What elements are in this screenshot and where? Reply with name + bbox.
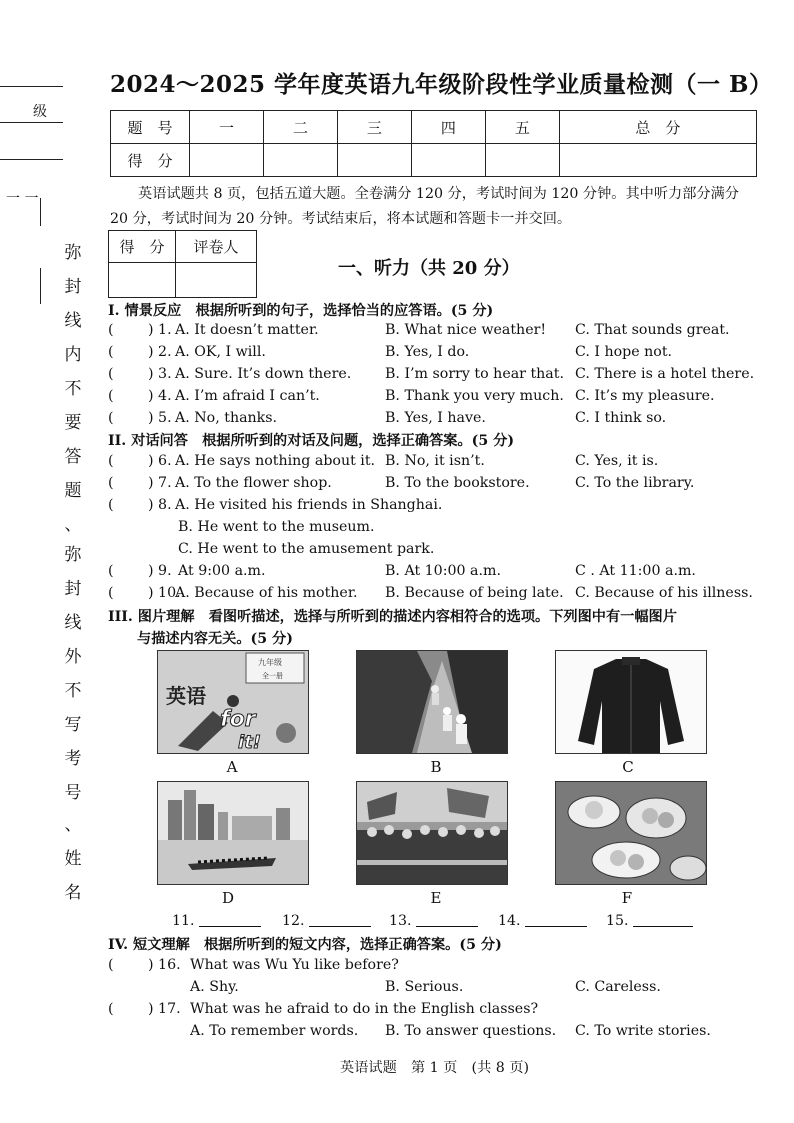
- margin-char: 弥: [64, 243, 82, 263]
- margin-char: 线: [64, 613, 82, 633]
- picture-label: C: [622, 758, 634, 776]
- option-a: A. Shy.: [190, 979, 239, 995]
- answer-paren-open[interactable]: (: [108, 344, 114, 360]
- score-cell: [411, 144, 485, 177]
- book-grade-text: 九年级: [258, 658, 282, 667]
- margin-char: 姓: [64, 849, 82, 869]
- margin-char: 外: [64, 647, 82, 667]
- option-a: A. OK, I will.: [175, 344, 266, 360]
- margin-char: 线: [64, 311, 82, 331]
- margin-char: 封: [64, 579, 82, 599]
- score-header-cell: 三: [337, 111, 411, 144]
- question-number: ) 16.: [148, 957, 181, 973]
- answer-paren-open[interactable]: (: [108, 475, 114, 491]
- margin-dash: 一 一: [6, 191, 39, 207]
- question-number: ) 10.: [148, 585, 181, 601]
- option-b: B. Yes, I do.: [385, 344, 470, 360]
- answer-blank-14[interactable]: [498, 913, 587, 929]
- margin-char: 题: [64, 481, 82, 501]
- question-number: ) 17.: [148, 1001, 181, 1017]
- question-number: ) 6.: [148, 453, 172, 469]
- margin-char: 、: [64, 515, 82, 535]
- score-cell: [559, 144, 756, 177]
- blank-number: 13.: [389, 913, 412, 929]
- page-footer: 英语试题 第 1 页 (共 8 页): [340, 1060, 530, 1076]
- option-b: B. I’m sorry to hear that.: [385, 366, 564, 382]
- score-header-cell: 二: [263, 111, 337, 144]
- score-cell: [190, 144, 264, 177]
- blank-number: 12.: [282, 913, 305, 929]
- score-header-cell: 题 号: [111, 111, 190, 144]
- grader-table: [108, 230, 257, 298]
- picture-label: D: [221, 889, 235, 907]
- option-b: B. Serious.: [385, 979, 464, 995]
- picture-d-dragon-boat-city: [157, 781, 309, 885]
- blank-number: 14.: [498, 913, 521, 929]
- score-header-cell: 总 分: [559, 111, 756, 144]
- grader-score-cell: [109, 263, 176, 298]
- answer-blank-11[interactable]: [172, 913, 261, 929]
- question-text: What was Wu Yu like before?: [190, 957, 399, 973]
- answer-blank-15[interactable]: [606, 913, 693, 929]
- score-cell: [263, 144, 337, 177]
- margin-char: 答: [64, 447, 82, 467]
- option-a: A. Because of his mother.: [175, 585, 358, 601]
- blank-number: 11.: [172, 913, 195, 929]
- option-c: C. I think so.: [575, 410, 667, 426]
- margin-char: 、: [64, 815, 82, 835]
- exam-instructions: 英语试题共 8 页，包括五道大题。全卷满分 120 分，考试时间为 120 分钟。其中听力部分满分 20 分，考试时间为 20 分钟。考试结束后，将本试题和答题卡一并交回。: [110, 186, 739, 227]
- answer-paren-open[interactable]: (: [108, 497, 114, 513]
- option-b: B. To answer questions.: [385, 1023, 557, 1039]
- picture-f-dim-sum: [555, 781, 707, 885]
- option-c: C . At 11:00 a.m.: [575, 563, 696, 579]
- picture-a-textbook: [157, 650, 309, 754]
- answer-paren-open[interactable]: (: [108, 322, 114, 338]
- option-b: B. At 10:00 a.m.: [385, 563, 501, 579]
- question-number: ) 3.: [148, 366, 172, 382]
- margin-char: 要: [64, 413, 82, 433]
- score-cell: [485, 144, 559, 177]
- score-header-cell: 一: [190, 111, 264, 144]
- option-a: A. I’m afraid I can’t.: [175, 388, 320, 404]
- margin-char: 内: [64, 345, 82, 365]
- option-b: B. No, it isn’t.: [385, 453, 485, 469]
- blank-number: 15.: [606, 913, 629, 929]
- margin-char: 名: [64, 883, 82, 903]
- score-cell: [337, 144, 411, 177]
- grader-name-label: 评卷人: [176, 231, 257, 263]
- score-header-cell: 五: [485, 111, 559, 144]
- book-word-it: it!: [238, 732, 261, 753]
- book-title-text: 英语: [166, 684, 206, 708]
- grader-score-label: 得 分: [109, 231, 176, 263]
- answer-paren-open[interactable]: (: [108, 957, 114, 973]
- answer-paren-open[interactable]: (: [108, 410, 114, 426]
- option-a: A. It doesn’t matter.: [175, 322, 319, 338]
- answer-blank-12[interactable]: [282, 913, 371, 929]
- margin-class-label: 级: [33, 104, 47, 120]
- margin-char: 写: [64, 715, 82, 735]
- option-a: A. To remember words.: [190, 1023, 359, 1039]
- question-text: What was he afraid to do in the English classes?: [190, 1001, 539, 1017]
- question-number: ) 2.: [148, 344, 172, 360]
- answer-paren-open[interactable]: (: [108, 585, 114, 601]
- option-a: A. Sure. It’s down there.: [175, 366, 352, 382]
- part4-header: IV. 短文理解 根据所听到的短文内容，选择正确答案。(5 分): [108, 937, 502, 953]
- answer-paren-open[interactable]: (: [108, 563, 114, 579]
- picture-label: E: [430, 889, 442, 907]
- margin-class-box: [0, 86, 63, 160]
- option-c: C. To write stories.: [575, 1023, 711, 1039]
- option-a: At 9:00 a.m.: [178, 563, 266, 579]
- option-c: C. I hope not.: [575, 344, 673, 360]
- page-title: 2024～2025 学年度英语九年级阶段性学业质量检测（一 B）: [110, 71, 773, 98]
- picture-label: B: [430, 758, 442, 776]
- option-b: B. To the bookstore.: [385, 475, 530, 491]
- part3-header: III. 图片理解 看图听描述，选择与所听到的描述内容相符合的选项。下列图中有一幅图片: [108, 609, 677, 625]
- score-header-cell: 四: [411, 111, 485, 144]
- option-b: B. Thank you very much.: [385, 388, 564, 404]
- picture-label: A: [226, 758, 238, 776]
- book-word-for: for: [220, 707, 256, 732]
- option-a: A. He visited his friends in Shanghai.: [175, 497, 443, 513]
- margin-char: 不: [64, 681, 82, 701]
- question-number: ) 7.: [148, 475, 172, 491]
- answer-paren-open[interactable]: (: [108, 453, 114, 469]
- question-number: ) 1.: [148, 322, 172, 338]
- margin-char: 号: [64, 783, 82, 803]
- part3-header-cont: 与描述内容无关。(5 分): [137, 631, 293, 647]
- option-c: C. He went to the amusement park.: [178, 541, 435, 557]
- margin-bracket-bottom: [40, 268, 47, 304]
- margin-char: 不: [64, 379, 82, 399]
- option-c: C. It’s my pleasure.: [575, 388, 715, 404]
- option-c: C. Yes, it is.: [575, 453, 659, 469]
- option-c: C. There is a hotel there.: [575, 366, 755, 382]
- answer-paren-open[interactable]: (: [108, 388, 114, 404]
- picture-label: F: [621, 889, 633, 907]
- answer-blank-13[interactable]: [389, 913, 478, 929]
- option-c: C. To the library.: [575, 475, 695, 491]
- margin-char: 考: [64, 749, 82, 769]
- question-number: ) 8.: [148, 497, 172, 513]
- option-b: B. He went to the museum.: [178, 519, 375, 535]
- option-a: A. He says nothing about it.: [175, 453, 376, 469]
- part2-header: II. 对话问答 根据所听到的对话及问题，选择正确答案。(5 分): [108, 433, 515, 449]
- margin-divider: [0, 122, 63, 123]
- grader-name-cell: [176, 263, 257, 298]
- option-a: A. No, thanks.: [175, 410, 278, 426]
- part1-header: I. 情景反应 根据所听到的句子，选择恰当的应答语。(5 分): [108, 303, 494, 319]
- option-c: C. Careless.: [575, 979, 661, 995]
- margin-char: 封: [64, 277, 82, 297]
- answer-paren-open[interactable]: (: [108, 366, 114, 382]
- option-c: C. That sounds great.: [575, 322, 730, 338]
- option-a: A. To the flower shop.: [175, 475, 332, 491]
- score-row-label: 得 分: [111, 144, 190, 177]
- option-b: B. Yes, I have.: [385, 410, 486, 426]
- question-number: ) 9.: [148, 563, 172, 579]
- question-number: ) 4.: [148, 388, 172, 404]
- picture-e-crowd-flags: [356, 781, 508, 885]
- answer-paren-open[interactable]: (: [108, 1001, 114, 1017]
- margin-bracket-top: [40, 198, 47, 226]
- option-b: B. What nice weather!: [385, 322, 547, 338]
- section-title: 一、听力（共 20 分）: [338, 258, 520, 279]
- margin-char: 弥: [64, 545, 82, 565]
- score-table: [110, 110, 757, 177]
- picture-c-jacket: [555, 650, 707, 754]
- question-number: ) 5.: [148, 410, 172, 426]
- option-c: C. Because of his illness.: [575, 585, 753, 601]
- picture-b-mountain-hikers: [356, 650, 508, 754]
- option-b: B. Because of being late.: [385, 585, 564, 601]
- book-volume-text: 全一册: [262, 672, 283, 680]
